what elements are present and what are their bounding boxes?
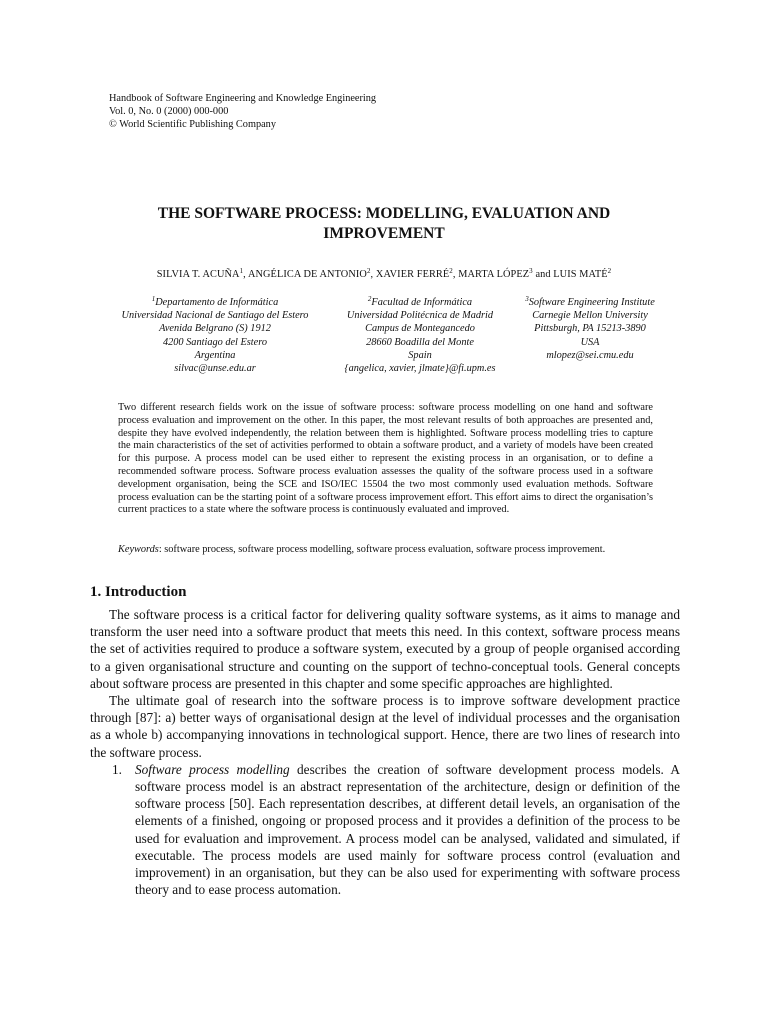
abstract-text: Two different research fields work on the issue of software process: software process modelling on one hand and software process evaluation and improvement on the other. In this paper, the most relevant results of both approaches are presented and, despite they have evolved independently, the relation between them is highlighted. Software process modelling tries to capture the main characteristics of the set of activities performed to obtain a software product, and a variety of models have been created for this purpose. A process model can be used either to represent the existing process in an organisation, or to define a recommended software process. Software process evaluation assesses the quality of the software process used in a software development organisation, being the SCE and ISO/IEC 15504 the two most commonly used evaluation methods. Software process evaluation can be the starting point of a software process improvement effort. This effort aims to direct the organisation’s current practices to a state where the software process is continuously evaluated and improved.	[118, 402, 653, 516]
journal-volume: Vol. 0, No. 0 (2000) 000-000	[109, 106, 229, 117]
author-affil-sup: 2	[449, 267, 453, 275]
author-affil-sup: 2	[366, 267, 371, 275]
affiliation-line: Departamento de Informática	[155, 297, 279, 308]
affiliation-line: Facultad de Informática	[371, 297, 473, 308]
keywords	[118, 544, 653, 557]
author-affil-sup: 2	[607, 267, 612, 275]
affiliation-line: Software Engineering Institute	[528, 297, 655, 308]
author-name: XAVIER FERRÉ	[375, 269, 450, 280]
affiliation-line: Carnegie Mellon University	[532, 310, 648, 322]
author-name: MARTA LÓPEZ	[458, 269, 530, 280]
affiliation-email: silvac@unse.edu.ar	[174, 363, 256, 375]
copyright-line: © World Scientific Publishing Company	[109, 119, 276, 130]
author-name: ANGÉLICA DE ANTONIO	[247, 269, 367, 280]
affiliation-3	[510, 296, 670, 362]
numbered-list	[90, 761, 680, 899]
affiliation-2	[330, 296, 510, 375]
affiliation-1	[100, 296, 330, 375]
author-name: LUIS MATÉ	[553, 269, 608, 280]
affiliation-sup: 3	[525, 295, 529, 303]
section-heading: 1. Introduction	[90, 584, 187, 600]
keywords-label: Keywords	[118, 544, 159, 555]
affiliation-line: 4200 Santiago del Estero	[162, 336, 267, 348]
author-separator: ,	[452, 269, 459, 280]
list-item	[90, 761, 680, 899]
affiliation-line: Pittsburgh, PA 15213-3890	[534, 323, 646, 335]
affiliation-line: Argentina	[194, 349, 236, 361]
author-separator: ,	[243, 269, 248, 280]
affiliation-line: USA	[580, 336, 600, 348]
affiliation-line: Avenida Belgrano (S) 1912	[159, 323, 271, 335]
affiliation-email: mlopez@sei.cmu.edu	[546, 349, 634, 361]
paper-title	[90, 204, 678, 244]
journal-header	[109, 92, 376, 131]
author-affil-sup: 3	[529, 267, 533, 275]
affiliation-sup: 1	[151, 295, 156, 303]
affiliation-line: Spain	[408, 349, 432, 361]
affiliation-line: Universidad Nacional de Santiago del Estero	[121, 310, 309, 322]
title-line-2: IMPROVEMENT	[323, 225, 445, 242]
list-item-text: describes the creation of software development process models. A software process model is an abstract representation of the architecture, design or definition of the software process [50]. Each representation describes, at different detail levels, an organisation of the elements of a finished, ongoing or proposed process and it provides a definition of the process to be used for evaluation and improvement. A process model can be analysed, validated and simulated, if executable. The process models are used mainly for software process control (evaluation and improvement) in an organisation, but they can be also used for experimenting with software process theory and to ease process automation.	[135, 761, 680, 898]
keywords-text: : software process, software process modelling, software process evaluation, software process improvement.	[158, 544, 606, 555]
journal-name: Handbook of Software Engineering and Knowledge Engineering	[109, 93, 377, 104]
author-name: SILVIA T. ACUÑA	[156, 269, 240, 280]
author-affil-sup: 1	[239, 267, 244, 275]
list-item-emphasis: Software process modelling	[135, 761, 290, 777]
body-paragraph: The ultimate goal of research into the software process is to improve software development practice through [87]: a) better ways of organisational design at the level of individual processes and the organisation as a whole b) accompanying innovations in technological support. Hence, there are two lines of research into the software process.	[90, 693, 680, 760]
author-separator: and	[532, 269, 554, 280]
title-line-1: THE SOFTWARE PROCESS: MODELLING, EVALUATION AND	[157, 205, 611, 222]
affiliation-sup: 2	[367, 295, 372, 303]
author-list	[90, 268, 678, 281]
section-body	[90, 606, 680, 898]
author-separator: ,	[370, 269, 376, 280]
affiliation-email: {angelica, xavier, jlmate}@fi.upm.es	[344, 363, 496, 375]
affiliation-line: 28660 Boadilla del Monte	[366, 336, 474, 348]
affiliation-line: Campus de Montegancedo	[365, 323, 475, 335]
abstract	[118, 402, 653, 517]
body-paragraph: The software process is a critical factor for delivering quality software systems, as it aims to manage and transform the user need into a software product that meets this need. In this context, software process means the set of activities required to produce a software system, executed by a group of people organised according to a given organisational structure and counting on the support of techno-conceptual tools. General concepts about software process are presented in this chapter and some specific approaches are highlighted.	[90, 607, 680, 691]
list-number: 1.	[112, 761, 122, 777]
affiliation-line: Universidad Politécnica de Madrid	[346, 310, 494, 322]
